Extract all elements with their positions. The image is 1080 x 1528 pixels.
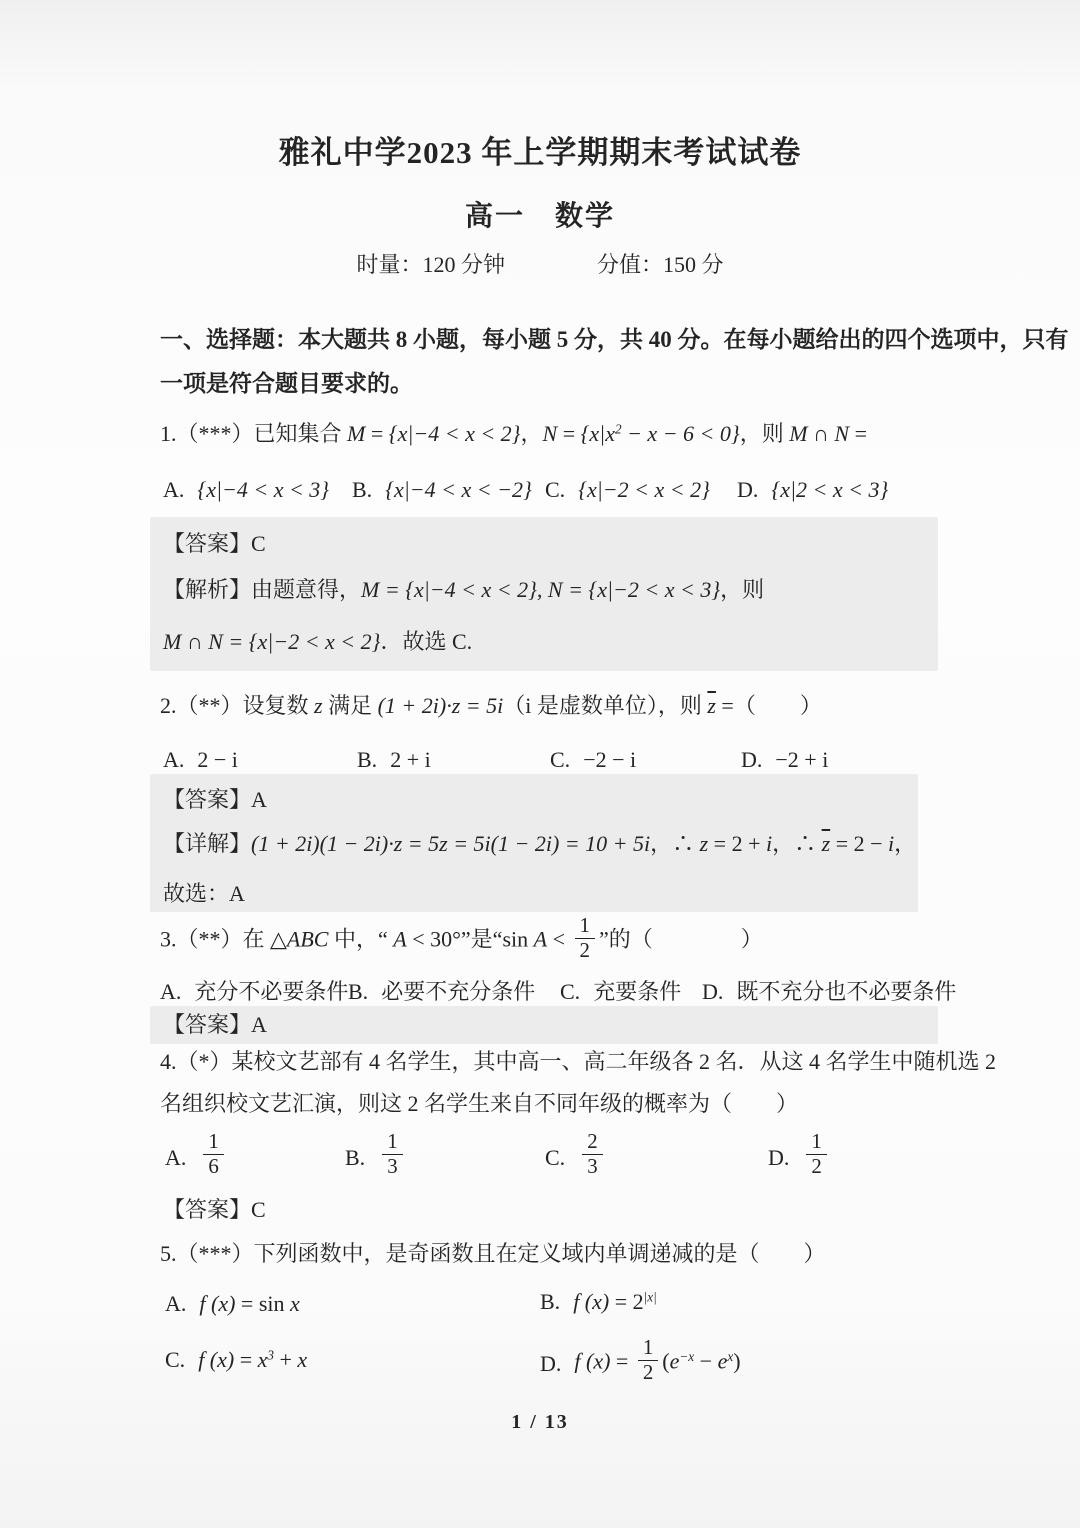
q4-option-a — [165, 1129, 228, 1181]
q3-option-d-text: 既不充分也不必要条件 — [736, 979, 957, 1004]
math-text: i — [765, 831, 773, 856]
fraction: $\frac{2}{3}$ — [582, 1131, 602, 1178]
q1-option-b-label: B. — [352, 477, 373, 502]
q3-option-c-label: C. — [560, 979, 581, 1004]
q3-option-a — [160, 978, 348, 1006]
superscript: x — [727, 1348, 734, 1364]
q5-option-c — [165, 1346, 307, 1374]
q4-answer: 【答案】C — [163, 1197, 266, 1222]
math-text: f (x) — [199, 1291, 236, 1316]
q2-detail: 【详解】(1 + 2i)(1 − 2i)·z = 5z = 5i(1 − 2i) = 10 + 5i，∴ z = 2 + i，∴ $\overline{z} = 2 - i$， — [163, 831, 917, 856]
q3-option-c — [560, 978, 681, 1006]
q5-option-a — [165, 1290, 300, 1318]
q1-option-c — [545, 476, 710, 504]
section-heading-line1: 一、选择题：本大题共 8 小题，每小题 5 分，共 40 分。在每小题给出的四个选项中，只有 — [160, 327, 1069, 352]
q1-option-b-text — [385, 476, 532, 504]
overline-var: $\overline{z}$ — [707, 693, 716, 718]
overline-var: $\overline{z}$ — [821, 831, 831, 856]
exam-title: 雅礼中学2023 年上学期期末考试试卷 — [278, 135, 802, 170]
q3-stem: 3.（**）在 △ABC 中，“ A < 30°”是“sin A < $\frac{1}{2}$ ”的（ ） — [160, 913, 763, 962]
q2-option-d-text: −2 + i — [775, 747, 829, 772]
q1-conclusion: M ∩ N = {x|−2 < x < 2}．故选 C. — [163, 629, 473, 654]
score-label: 分值：150 分 — [597, 252, 724, 277]
exam-subtitle: 高一 数学 — [464, 201, 615, 232]
q5-option-b-text: f $(x) = 2^{|x|}$ — [573, 1289, 657, 1314]
q5-option-a-label: A. — [165, 1291, 187, 1316]
q4-option-d — [768, 1129, 831, 1181]
superscript: −x — [679, 1348, 695, 1364]
q4-stem-line2: 名组织校文艺汇演，则这 2 名学生来自不同年级的概率为（ ） — [160, 1091, 799, 1116]
math-text: M — [347, 421, 366, 446]
math-text: e — [669, 1348, 680, 1374]
math-text: {x|−2 < x < 2} — [578, 477, 710, 502]
q2-option-b-label: B. — [357, 747, 378, 772]
q2-option-d-label: D. — [741, 747, 763, 772]
q1-analysis: 【解析】由题意得，M = {x|−4 < x < 2}, N = {x|−2 < x < 3}，则 — [163, 577, 765, 602]
q2-conclusion: 故选：A — [163, 881, 245, 906]
math-text: − x − 6 < 0} — [621, 421, 740, 446]
superscript: 3 — [267, 1347, 274, 1363]
exam-info-row — [0, 251, 1080, 279]
fraction: $\frac{1}{3}$ — [382, 1131, 402, 1178]
q2-option-d — [741, 746, 828, 774]
answer-box-q3 — [150, 1006, 938, 1044]
math-text: A — [533, 926, 548, 952]
q1-option-d-label: D. — [737, 477, 759, 502]
q5-option-a-text: f (x) = sin x — [199, 1291, 300, 1316]
q3-option-a-label: A. — [160, 979, 182, 1004]
math-text: x — [257, 1347, 268, 1372]
q3-answer: 【答案】A — [163, 1012, 267, 1037]
q5-option-c-label: C. — [165, 1347, 186, 1372]
q3-option-b-text: 必要不充分条件 — [381, 979, 536, 1004]
q4-option-d-label: D. — [768, 1144, 790, 1170]
q4-stem-line1: 4.（*）某校文艺部有 4 名学生，其中高一、高二年级各 2 名．从这 4 名学生中随机选 2 — [160, 1049, 997, 1074]
q3-option-d-label: D. — [702, 979, 724, 1004]
fraction: $\frac{1}{2}$ — [806, 1131, 826, 1178]
q3-option-c-text: 充要条件 — [593, 979, 682, 1004]
q1-option-c-label: C. — [545, 477, 566, 502]
q5-stem: 5.（***）下列函数中，是奇函数且在定义域内单调递减的是（ ） — [160, 1241, 826, 1266]
fraction: $\frac{1}{6}$ — [203, 1131, 223, 1178]
fraction: $\frac{1}{2}$ — [575, 915, 595, 962]
math-text: M = {x|−4 < x < 2}, N = {x|−2 < x < 3} — [361, 577, 721, 602]
math-text: {x|2 < x < 3} — [771, 477, 889, 502]
q4-option-d-text — [802, 1129, 830, 1181]
q5-option-d-text: f (x) = $\frac{1}{2}$ $(e^{-x} - e^x)$ — [574, 1335, 741, 1384]
q5-option-b — [540, 1288, 657, 1316]
math-text: f (x) — [573, 1289, 610, 1314]
math-text: ABC — [286, 926, 329, 952]
math-text: N — [542, 421, 558, 446]
q3-option-b — [348, 978, 535, 1006]
math-text: f (x) — [574, 1348, 611, 1374]
q3-option-b-label: B. — [348, 979, 369, 1004]
q4-option-b-label: B. — [345, 1144, 366, 1170]
q2-option-a-text: 2 − i — [197, 747, 238, 772]
section-heading-line2: 一项是符合题目要求的。 — [160, 371, 413, 396]
superscript: |x| — [643, 1289, 657, 1305]
math-text: {x|−4 < x < 3} — [197, 477, 330, 502]
q4-option-a-text — [199, 1129, 227, 1181]
q3-option-a-text: 充分不必要条件 — [194, 979, 349, 1004]
math-text: x — [290, 1291, 300, 1316]
superscript: 2 — [614, 421, 622, 437]
math-text: z — [699, 831, 709, 856]
q2-answer: 【答案】A — [163, 787, 267, 812]
math-text: x — [297, 1347, 308, 1372]
q1-stem: 1.（***）已知集合 M = {x|−4 < x < 2}，$N = \{x|x^2 - x - 6 < 0\}$，则 M ∩ N = — [160, 421, 868, 446]
q2-option-b-text: 2 + i — [390, 747, 431, 772]
q2-stem: 2.（**）设复数 z 满足 (1 + 2i)·z = 5i（i 是虚数单位），则 $\overline{z}$ =（ ） — [160, 693, 822, 718]
q1-option-a-text — [197, 476, 329, 504]
q4-option-c-label: C. — [545, 1144, 566, 1170]
q1-option-b — [352, 476, 532, 504]
q1-option-a — [163, 476, 329, 504]
math-text: (1 + 2i)(1 − 2i)·z = 5z = 5i(1 − 2i) = 10 + 5i — [251, 831, 651, 856]
q2-option-a — [163, 746, 238, 774]
math-text: z — [314, 693, 323, 718]
math-text: {x|−4 < x < −2} — [385, 477, 532, 502]
math-text: {x|−4 < x < 2} — [388, 421, 521, 446]
q5-option-b-label: B. — [540, 1289, 561, 1314]
q2-option-b — [357, 746, 431, 774]
math-text: A — [393, 926, 407, 952]
q5-option-c-text: f $(x) = x^3 + x$ — [198, 1347, 308, 1372]
math-text: M ∩ N — [789, 421, 850, 446]
page-footer: 1 / 13 — [511, 1411, 569, 1433]
duration-label: 时量：120 分钟 — [356, 252, 505, 277]
q1-option-a-label: A. — [163, 477, 185, 502]
q4-option-c-text — [578, 1129, 606, 1181]
q2-option-c-text: −2 − i — [583, 747, 637, 772]
math-text: f (x) — [198, 1347, 235, 1372]
q4-option-b — [345, 1129, 407, 1181]
q1-option-d — [737, 476, 888, 504]
q5-option-d-label: D. — [540, 1350, 562, 1376]
q1-option-c-text — [578, 476, 710, 504]
math-text: i — [888, 831, 895, 856]
q4-option-b-text — [378, 1129, 406, 1181]
q5-option-d — [540, 1335, 741, 1387]
math-text: (1 + 2i)·z = 5i — [377, 693, 504, 718]
q2-option-a-label: A. — [163, 747, 185, 772]
q4-option-c — [545, 1129, 607, 1181]
math-text: {x|x — [580, 421, 615, 446]
q2-option-c-label: C. — [550, 747, 571, 772]
q1-answer: 【答案】C — [163, 531, 266, 556]
q3-option-d — [702, 978, 956, 1006]
fraction: $\frac{1}{2}$ — [638, 1337, 658, 1384]
q1-option-d-text — [771, 476, 888, 504]
q4-option-a-label: A. — [165, 1144, 187, 1170]
math-text: e — [717, 1348, 728, 1374]
math-text: M ∩ N = {x|−2 < x < 2} — [163, 629, 381, 654]
q2-option-c — [550, 746, 636, 774]
